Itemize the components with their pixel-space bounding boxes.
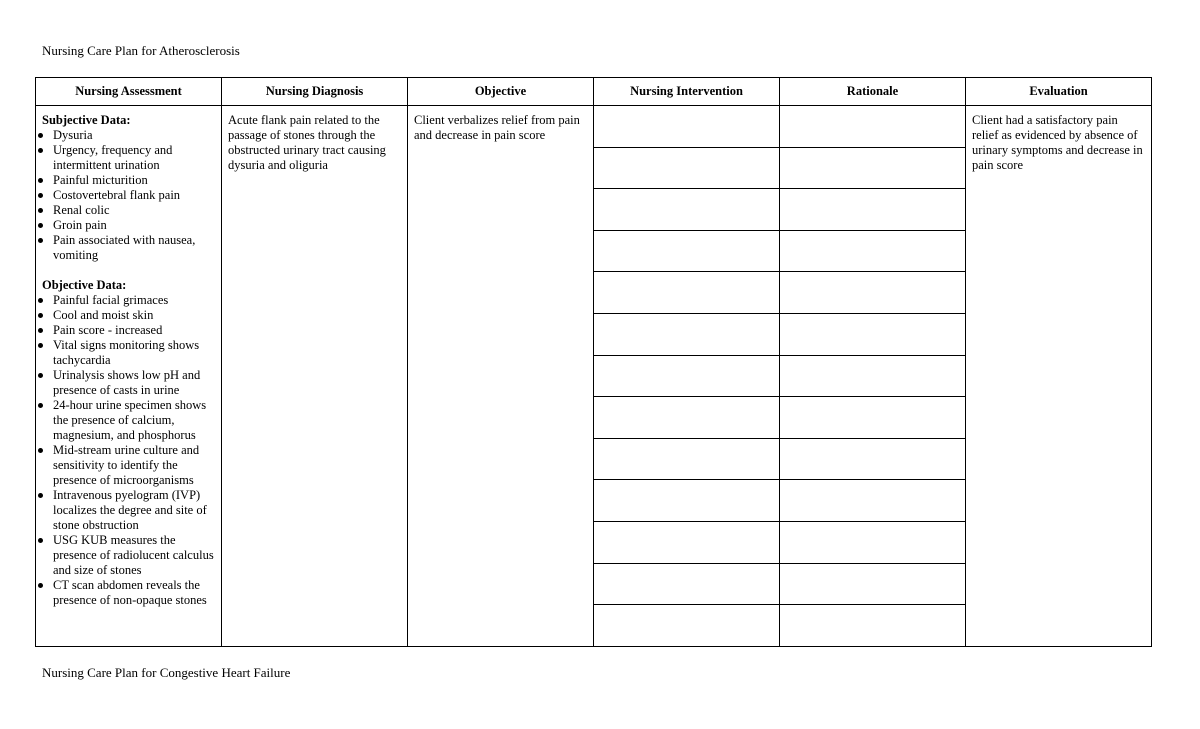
rationale-cell (780, 230, 966, 272)
header-row (36, 78, 1152, 106)
intervention-cell (594, 480, 780, 522)
objective-item: Cool and moist skin (37, 308, 215, 323)
objective-item: CT scan abdomen reveals the presence of non-opaque stones (37, 578, 215, 608)
header-nursing-intervention: Nursing Intervention (594, 78, 780, 106)
intervention-cell (594, 605, 780, 647)
objective-item: Intravenous pyelogram (IVP) localizes the degree and site of stone obstruction (37, 488, 215, 533)
objective-item: Pain score - increased (37, 323, 215, 338)
rationale-cell (780, 438, 966, 480)
header-objective: Objective (408, 78, 594, 106)
next-document-title: Nursing Care Plan for Congestive Heart Failure (42, 665, 291, 680)
objective-cell: Client verbalizes relief from pain and decrease in pain score (408, 106, 594, 647)
intervention-cell (594, 147, 780, 189)
rationale-cell (780, 106, 966, 148)
rationale-cell (780, 314, 966, 356)
rationale-cell (780, 189, 966, 231)
intervention-cell (594, 355, 780, 397)
subjective-data-list (42, 128, 215, 263)
subjective-item: Groin pain (37, 218, 215, 233)
diagnosis-cell: Acute flank pain related to the passage of stones through the obstructed urinary tract causing dysuria and oliguria (222, 106, 408, 647)
subjective-item: Dysuria (37, 128, 215, 143)
objective-item: Mid-stream urine culture and sensitivity to identify the presence of microorganisms (37, 443, 215, 488)
document-title: Nursing Care Plan for Atherosclerosis (42, 43, 240, 58)
rationale-cell (780, 147, 966, 189)
subjective-item: Renal colic (37, 203, 215, 218)
care-plan-table (35, 77, 1152, 647)
objective-item: Urinalysis shows low pH and presence of casts in urine (37, 368, 215, 398)
intervention-cell (594, 272, 780, 314)
intervention-cell (594, 189, 780, 231)
subjective-data-heading: Subjective Data: (42, 113, 131, 127)
rationale-cell (780, 480, 966, 522)
intervention-cell (594, 397, 780, 439)
rationale-cell (780, 605, 966, 647)
evaluation-cell: Client had a satisfactory pain relief as evidenced by absence of urinary symptoms and decrease in pain score (966, 106, 1152, 647)
subjective-item: Urgency, frequency and intermittent urination (37, 143, 215, 173)
rationale-cell (780, 563, 966, 605)
objective-data-list (42, 293, 215, 608)
rationale-cell (780, 272, 966, 314)
assessment-cell (36, 106, 222, 647)
objective-item: 24-hour urine specimen shows the presence of calcium, magnesium, and phosphorus (37, 398, 215, 443)
rationale-cell (780, 355, 966, 397)
subjective-item: Costovertebral flank pain (37, 188, 215, 203)
objective-item: Painful facial grimaces (37, 293, 215, 308)
header-nursing-diagnosis: Nursing Diagnosis (222, 78, 408, 106)
intervention-cell (594, 563, 780, 605)
objective-item: USG KUB measures the presence of radiolucent calculus and size of stones (37, 533, 215, 578)
subjective-item: Painful micturition (37, 173, 215, 188)
rationale-cell (780, 522, 966, 564)
intervention-cell (594, 314, 780, 356)
objective-data-heading: Objective Data: (42, 278, 127, 292)
header-nursing-assessment: Nursing Assessment (36, 78, 222, 106)
header-evaluation: Evaluation (966, 78, 1152, 106)
objective-item: Vital signs monitoring shows tachycardia (37, 338, 215, 368)
intervention-cell (594, 438, 780, 480)
intervention-cell (594, 230, 780, 272)
rationale-cell (780, 397, 966, 439)
header-rationale: Rationale (780, 78, 966, 106)
intervention-cell (594, 522, 780, 564)
intervention-cell (594, 106, 780, 148)
subjective-item: Pain associated with nausea, vomiting (37, 233, 215, 263)
